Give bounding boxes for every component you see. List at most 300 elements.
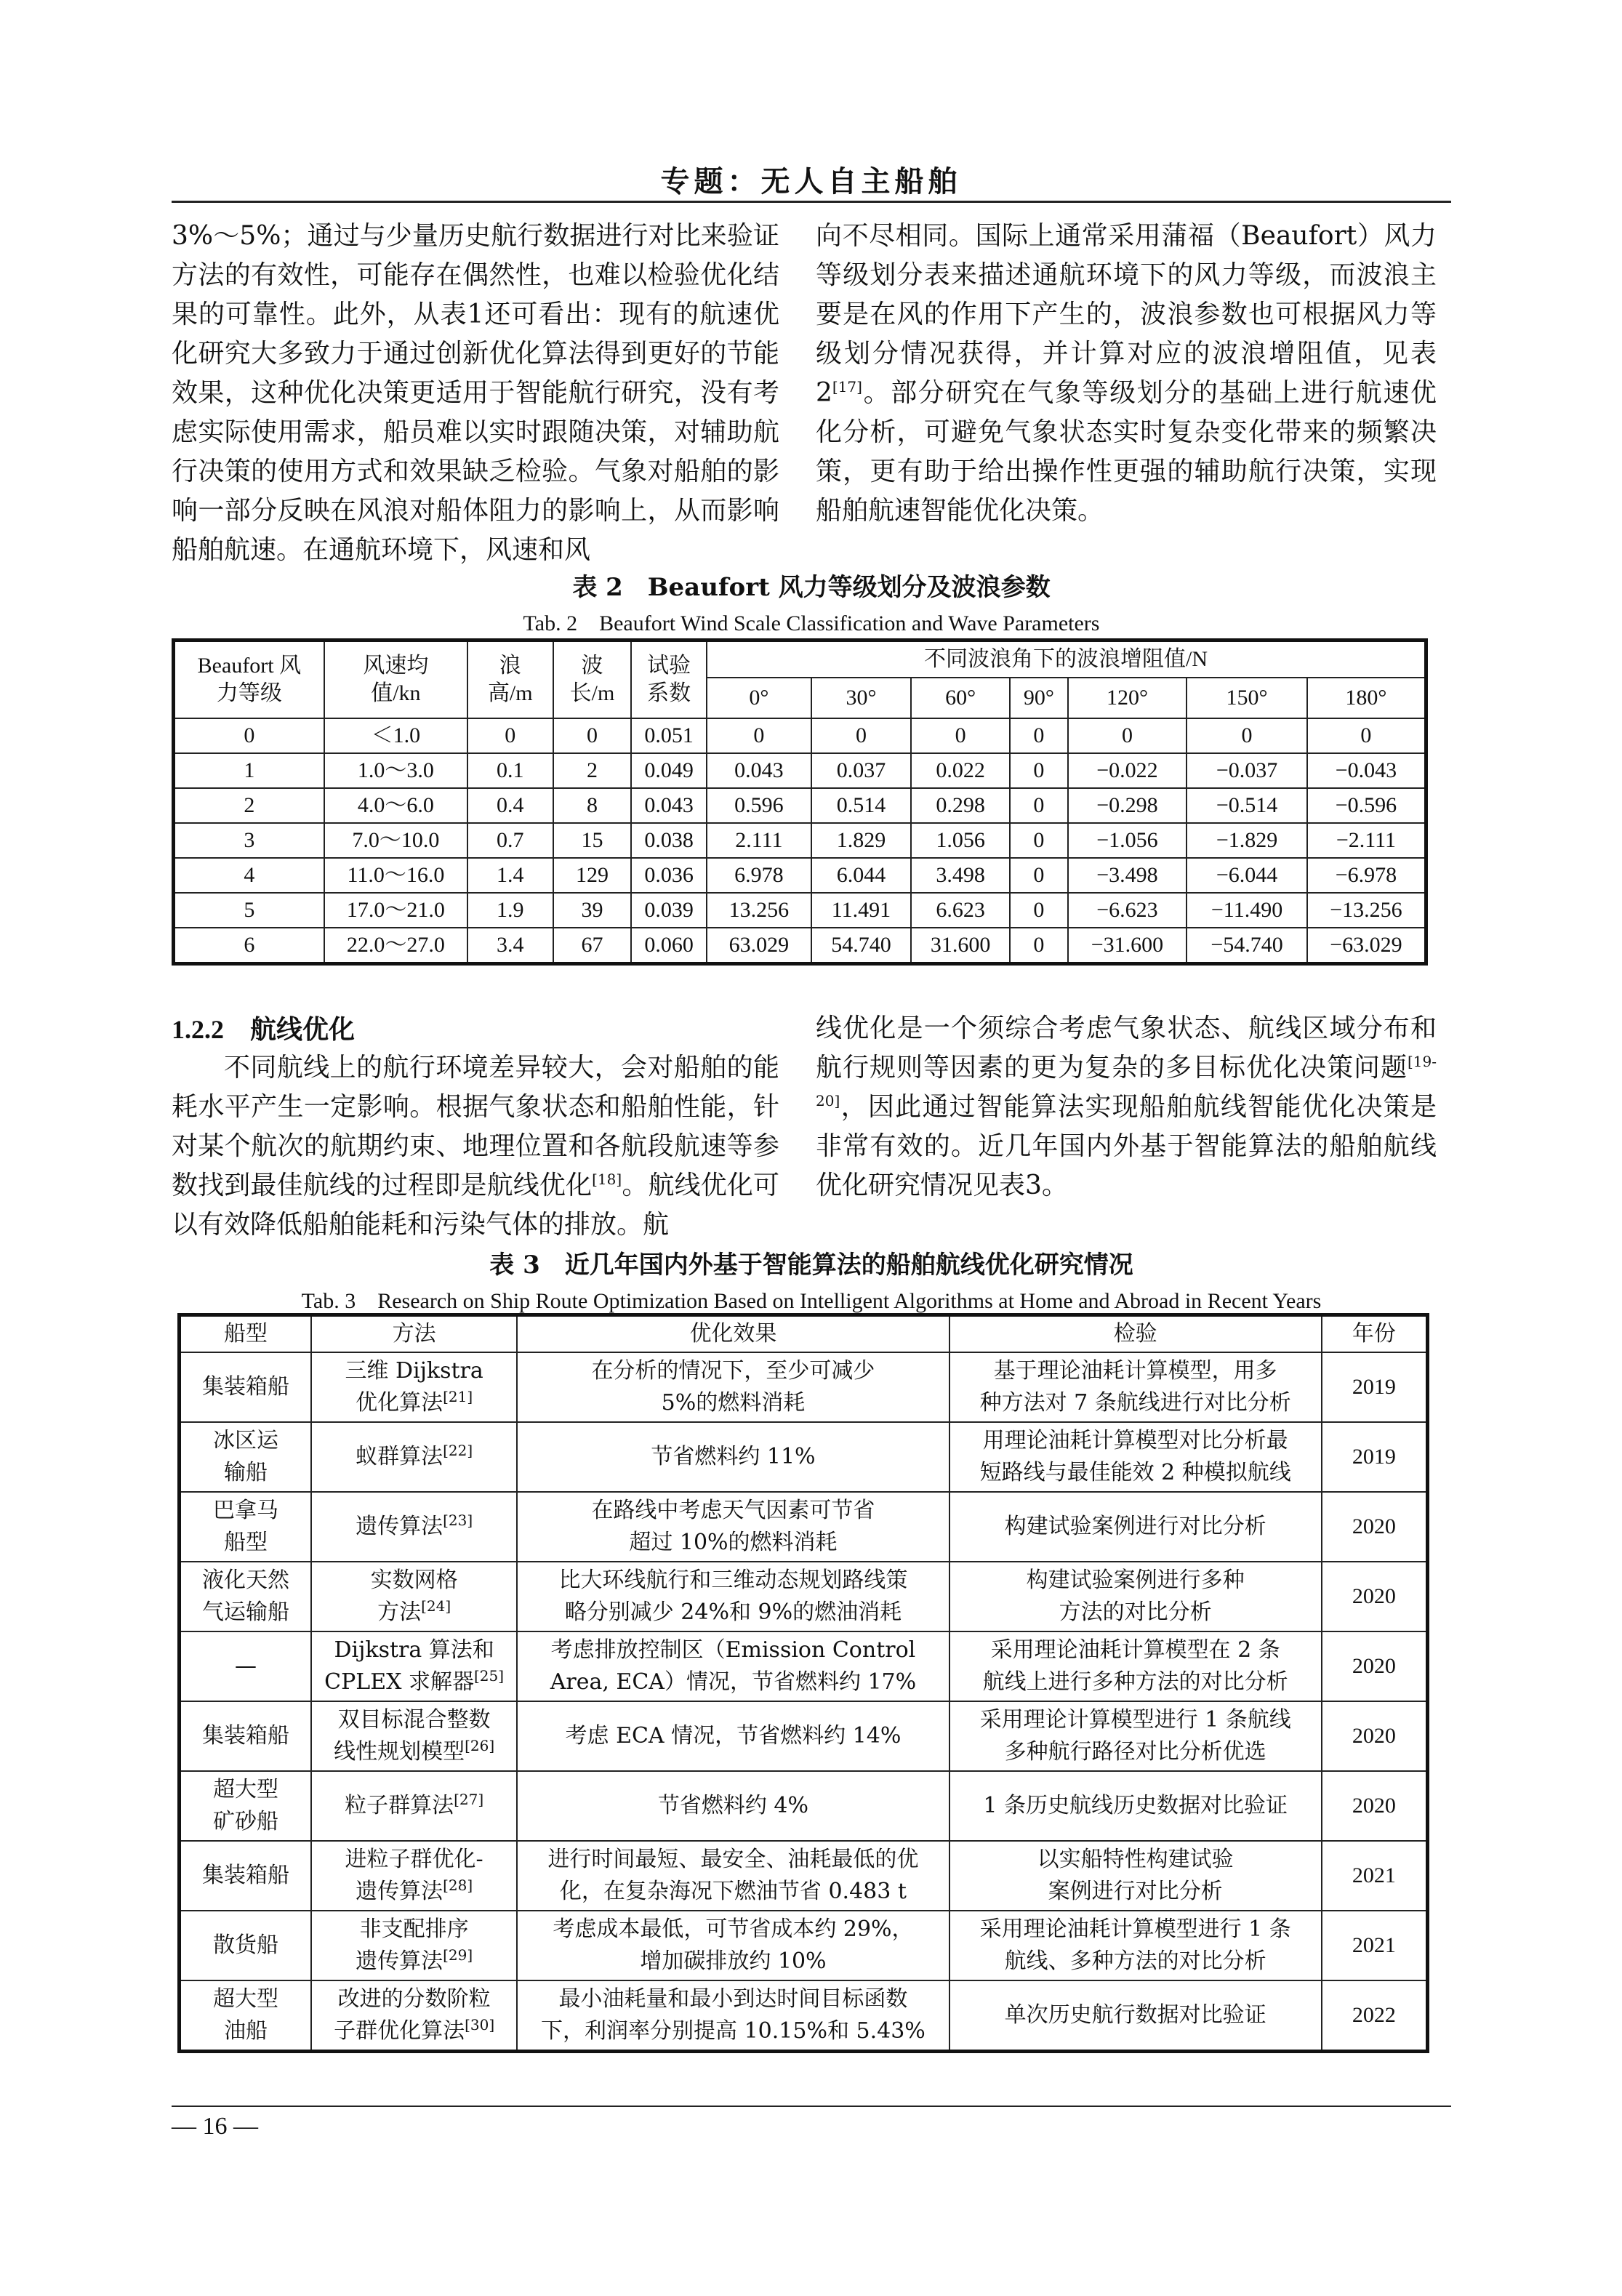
cell-line: 用理论油耗计算模型对比分析最: [982, 1428, 1288, 1453]
footer-rule: [172, 2106, 1451, 2107]
paragraph-text: 3%～5%；通过与少量历史航行数据进行对比来验证方法的有效性，可能存在偶然性，也难以检验优化结果的可靠性。此外，从表1还可看出：现有的航速优化研究大多致力于通过创新优化算法得到更好的节能效果，这种优化决策更适用于智能航行研究，没有考虑实际使用需求，船员难以实时跟随决策，对辅助航行决策的使用方式和效果缺乏检验。气象对船舶的影响一部分反映在风浪对船体阻力的影响上，从而影响船舶航速。在通航环境下，风速和风: [172, 221, 779, 565]
table2-cell: −0.596: [1307, 788, 1426, 823]
table2-cell: −11.490: [1187, 893, 1307, 928]
effect-cell: [517, 1771, 949, 1841]
table2-cell: 0.7: [467, 823, 553, 858]
table2-row: [174, 823, 1426, 858]
table3-row: [180, 1911, 1428, 1980]
header-text: 值/kn: [371, 681, 421, 705]
cell-line: [316, 1704, 512, 1736]
ship-type-cell: [180, 1422, 311, 1492]
cell-text: Dijkstra 算法和: [334, 1637, 494, 1663]
cell-line: [316, 1983, 512, 2015]
cell-line: 种方法对 7 条航线进行对比分析: [979, 1390, 1291, 1416]
table2-cell: 0.4: [467, 788, 553, 823]
table2-cell: 0.037: [811, 753, 912, 788]
citation-ref: [30]: [465, 2016, 495, 2034]
text-run: 不同航线上的航行环境差异较大，会对船舶的能耗水平产生一定影响。根据气象状态和船舶性能，针对某个航次的航期约束、地理位置和各航段航速等参数找到最佳航线的过程即是航线优化: [172, 1053, 779, 1200]
method-cell: [311, 1562, 517, 1631]
cell-line: [316, 1946, 512, 1978]
test-cell: [949, 1841, 1322, 1911]
table2-cell: 11.0～16.0: [324, 858, 467, 893]
table2-cell: 0.049: [631, 753, 707, 788]
table2-cell: 1.829: [811, 823, 912, 858]
table3-row: [180, 1980, 1428, 2052]
citation-ref: [17]: [832, 378, 862, 396]
table2-cell: 0: [1068, 718, 1187, 753]
test-cell: [949, 1562, 1322, 1631]
ship-type-cell: [180, 1562, 311, 1631]
table2-cell: 39: [553, 893, 632, 928]
year-cell: 2020: [1322, 1701, 1428, 1771]
cell-text: 优化算法: [356, 1390, 443, 1416]
cell-line: 航线上进行多种方法的对比分析: [982, 1669, 1288, 1695]
table2-row: [174, 718, 1426, 753]
table2-cell: 5: [174, 893, 324, 928]
cell-line: [316, 1597, 512, 1629]
table3: [177, 1313, 1429, 2053]
header-text: 系数: [647, 681, 691, 705]
table3-row: [180, 1492, 1428, 1562]
table2-cell: 0.022: [911, 753, 1010, 788]
citation-ref: [26]: [465, 1737, 495, 1754]
year-cell: 2020: [1322, 1771, 1428, 1841]
table2-cell: 6.044: [811, 858, 912, 893]
method-cell: [311, 1492, 517, 1562]
header-text: 力等级: [216, 681, 282, 705]
table3-row: [180, 1422, 1428, 1492]
section-right-paragraph: [816, 1009, 1437, 1205]
text-run: 。航线优化可以有效降低船舶能耗和污染气体的排放。航: [172, 1171, 779, 1240]
section-heading: [172, 1009, 355, 1046]
cell-line: 构建试验案例进行对比分析: [1004, 1514, 1266, 1539]
header-cell-coef: [631, 641, 707, 719]
cell-line: 增加碳排放约 10%: [640, 1948, 827, 1974]
table2-cell: −13.256: [1307, 893, 1426, 928]
cell-line: 下，利润率分别提高 10.15%和 5.43%: [541, 2018, 926, 2044]
cell-line: 最小油耗量和最小到达时间目标函数: [558, 1986, 908, 2012]
table2-row: [174, 858, 1426, 893]
cell-line: 单次历史航行数据对比验证: [1004, 2002, 1266, 2028]
table2-cell: 0.298: [911, 788, 1010, 823]
table3-caption-cn: 表 3 近几年国内外基于智能算法的船舶航线优化研究情况: [489, 1251, 1133, 1280]
cell-text: 线性规划模型: [334, 1739, 465, 1765]
year-cell: 2019: [1322, 1352, 1428, 1422]
year-cell: 2020: [1322, 1631, 1428, 1701]
table2-cell: 15: [553, 823, 632, 858]
table2-cell: 0.036: [631, 858, 707, 893]
table3-row: [180, 1701, 1428, 1771]
header-cell: 优化效果: [517, 1315, 949, 1353]
effect-cell: [517, 1562, 949, 1631]
header-cell: 船型: [180, 1315, 311, 1353]
effect-cell: [517, 1352, 949, 1422]
cell-line: [316, 1914, 512, 1946]
ship-type-cell: [180, 1841, 311, 1911]
method-cell: [311, 1422, 517, 1492]
table3-row: [180, 1352, 1428, 1422]
header-cell-group: 不同波浪角下的波浪增阻值/N: [707, 641, 1426, 678]
table2-cell: 2: [174, 788, 324, 823]
test-cell: [949, 1352, 1322, 1422]
cell-line: 略分别减少 24%和 9%的燃油消耗: [564, 1599, 902, 1625]
table2-header-row: [174, 641, 1426, 678]
cell-line: 集装箱船: [201, 1374, 289, 1400]
journal-header-title: 专题：无人自主船舶: [660, 164, 962, 198]
year-cell: 2021: [1322, 1911, 1428, 1980]
cell-line: [316, 1844, 512, 1876]
test-cell: [949, 1980, 1322, 2052]
table2: [172, 638, 1428, 966]
citation-ref: [24]: [421, 1597, 451, 1615]
header-cell-angle: 180°: [1307, 678, 1426, 718]
cell-line: 采用理论计算模型进行 1 条航线: [979, 1707, 1291, 1733]
cell-line: 采用理论油耗计算模型进行 1 条: [979, 1916, 1291, 1942]
table2-cell: 0: [1307, 718, 1426, 753]
cell-line: 短路线与最佳能效 2 种模拟航线: [979, 1460, 1291, 1485]
table2-cell: 0: [1010, 788, 1068, 823]
table2-cell: −0.298: [1068, 788, 1187, 823]
effect-cell: [517, 1422, 949, 1492]
cell-line: [316, 1666, 512, 1698]
table2-cell: 0.596: [707, 788, 811, 823]
cell-text: 粒子群算法: [345, 1793, 454, 1818]
table2-cell: 2.111: [707, 823, 811, 858]
table2-caption-cn: 表 2 Beaufort 风力等级划分及波浪参数: [572, 573, 1051, 602]
cell-line: 液化天然: [201, 1568, 289, 1593]
test-cell: [949, 1422, 1322, 1492]
effect-cell: [517, 1492, 949, 1562]
header-text: 风速均: [363, 654, 429, 678]
table2-cell: −1.829: [1187, 823, 1307, 858]
cell-line: [316, 1387, 512, 1419]
cell-text: 改进的分数阶粒: [337, 1986, 491, 2012]
method-cell: [311, 1911, 517, 1980]
year-cell: 2020: [1322, 1492, 1428, 1562]
test-cell: [949, 1701, 1322, 1771]
table2-cell: −2.111: [1307, 823, 1426, 858]
cell-line: [316, 1565, 512, 1597]
ship-type-cell: [180, 1701, 311, 1771]
cell-line: —: [234, 1653, 257, 1679]
cell-line: 节省燃料约 4%: [657, 1793, 808, 1818]
table3-row: [180, 1771, 1428, 1841]
header-cell-angle: 0°: [707, 678, 811, 718]
cell-line: 在路线中考虑天气因素可节省: [591, 1498, 875, 1523]
header-rule: [172, 201, 1451, 203]
citation-ref: [18]: [592, 1171, 622, 1188]
table2-cell: 13.256: [707, 893, 811, 928]
cell-line: 考虑排放控制区（Emission Control: [550, 1637, 916, 1663]
text-run: ，因此通过智能算法实现船舶航线智能优化决策是非常有效的。近几年国内外基于智能算法的船舶航线优化研究情况见表3。: [816, 1092, 1437, 1200]
table2-cell: −31.600: [1068, 928, 1187, 964]
cell-line: 超过 10%的燃料消耗: [629, 1530, 838, 1555]
cell-line: [316, 1790, 512, 1822]
cell-text: 蚁群算法: [356, 1444, 443, 1469]
cell-line: 超大型: [212, 1986, 278, 2012]
cell-line: 构建试验案例进行多种: [1026, 1568, 1245, 1593]
table2-cell: 0: [707, 718, 811, 753]
cell-text: 三维 Dijkstra: [345, 1358, 483, 1384]
table3-caption-en: Tab. 3 Research on Ship Route Optimization Based on Intelligent Algorithms at Home and Abroad in Recent Years: [301, 1289, 1322, 1313]
paragraph-text: [816, 217, 1437, 531]
cell-line: 进行时间最短、最安全、油耗最低的优: [547, 1847, 919, 1872]
effect-cell: [517, 1841, 949, 1911]
section-number: 1.2.2: [172, 1015, 224, 1044]
cell-line: Area, ECA）情况，节省燃料约 17%: [550, 1669, 917, 1695]
table2-cell: 2: [553, 753, 632, 788]
cell-line: 多种航行路径对比分析优选: [1004, 1739, 1266, 1765]
table2-cell: 3: [174, 823, 324, 858]
table2-cell: 129: [553, 858, 632, 893]
method-cell: [311, 1841, 517, 1911]
cell-line: 考虑成本最低，可节省成本约 29%，: [553, 1916, 914, 1942]
table2-cell: 0: [1010, 928, 1068, 964]
text-run: 线优化是一个须综合考虑气象状态、航线区域分布和航行规则等因素的更为复杂的多目标优化决策问题: [816, 1013, 1437, 1083]
table2-cell: 22.0～27.0: [324, 928, 467, 964]
header-cell-height: [467, 641, 553, 719]
year-cell: 2022: [1322, 1980, 1428, 2052]
section-title: 航线优化: [250, 1015, 356, 1045]
paragraph-text: [172, 1048, 779, 1245]
method-cell: [311, 1980, 517, 2052]
table2-cell: 0: [1010, 893, 1068, 928]
cell-line: 考虑 ECA 情况，节省燃料约 14%: [565, 1723, 902, 1749]
cell-text: 方法: [377, 1599, 422, 1625]
header-text: Beaufort 风: [197, 654, 302, 678]
header-cell-angle: 120°: [1068, 678, 1187, 718]
cell-line: [316, 1355, 512, 1387]
table2-cell: 1: [174, 753, 324, 788]
cell-line: [316, 1441, 512, 1473]
table2-cell: 17.0～21.0: [324, 893, 467, 928]
year-cell: 2019: [1322, 1422, 1428, 1492]
cell-text: 非支配排序: [359, 1916, 469, 1942]
header-cell: 方法: [311, 1315, 517, 1353]
header-cell-angle: 90°: [1010, 678, 1068, 718]
header-text: 浪: [499, 654, 521, 678]
cell-line: 气运输船: [201, 1599, 289, 1625]
header-cell-angle: 30°: [811, 678, 912, 718]
table2-cell: 0: [1010, 823, 1068, 858]
cell-line: 船型: [223, 1530, 268, 1555]
table2-cell: 0.043: [707, 753, 811, 788]
cell-line: 航线、多种方法的对比分析: [1004, 1948, 1266, 1974]
table2-cell: −0.514: [1187, 788, 1307, 823]
cell-line: 1 条历史航线历史数据对比验证: [983, 1793, 1288, 1818]
table2-cell: −6.978: [1307, 858, 1426, 893]
table2-cell: 0.514: [811, 788, 912, 823]
cell-line: [316, 1736, 512, 1768]
table2-cell: 4.0～6.0: [324, 788, 467, 823]
paragraph-text: [816, 1009, 1437, 1205]
citation-ref: [23]: [443, 1512, 473, 1529]
table2-cell: −1.056: [1068, 823, 1187, 858]
table2-cell: 0.038: [631, 823, 707, 858]
table2-cell: 8: [553, 788, 632, 823]
ship-type-cell: [180, 1352, 311, 1422]
text-run: 向不尽相同。国际上通常采用蒲福（Beaufort）风力等级划分表来描述通航环境下的风力等级，而波浪主要是在风的作用下产生的，波浪参数也可根据风力等级划分情况获得，并计算对应的波浪增阻值，见表2: [816, 221, 1437, 408]
table2-cell: 67: [553, 928, 632, 964]
ship-type-cell: [180, 1631, 311, 1701]
header-cell: 年份: [1322, 1315, 1428, 1353]
header-cell-speed: [324, 641, 467, 719]
cell-line: 比大环线航行和三维动态规划路线策: [558, 1568, 908, 1593]
cell-line: 以实船特性构建试验: [1037, 1847, 1234, 1872]
table2-cell: −0.022: [1068, 753, 1187, 788]
table2-cell: 0.051: [631, 718, 707, 753]
cell-line: [316, 1634, 512, 1666]
cell-line: 散货船: [212, 1932, 278, 1958]
text-run: 。部分研究在气象等级划分的基础上进行航速优化分析，可避免气象状态实时复杂变化带来的频繁决策，更有助于给出操作性更强的辅助航行决策，实现船舶航速智能优化决策。: [816, 378, 1437, 526]
section-left-paragraph: [172, 1048, 779, 1245]
cell-line: 方法的对比分析: [1059, 1599, 1212, 1625]
header-text: 高/m: [487, 681, 533, 705]
cell-text: 遗传算法: [356, 1948, 443, 1974]
table2-cell: −0.037: [1187, 753, 1307, 788]
citation-ref: [29]: [443, 1946, 473, 1964]
cell-line: 矿砂船: [212, 1809, 278, 1834]
test-cell: [949, 1771, 1322, 1841]
table2-cell: 4: [174, 858, 324, 893]
method-cell: [311, 1352, 517, 1422]
year-cell: 2020: [1322, 1562, 1428, 1631]
citation-ref: [19-20]: [816, 1053, 1437, 1109]
cell-line: 输船: [223, 1460, 268, 1485]
cell-text: 进粒子群优化-: [345, 1847, 483, 1872]
table2-cell: 0.060: [631, 928, 707, 964]
method-cell: [311, 1771, 517, 1841]
cell-text: 遗传算法: [356, 1514, 443, 1539]
cell-line: 超大型: [212, 1777, 278, 1802]
header-cell-length: [553, 641, 632, 719]
ship-type-cell: [180, 1492, 311, 1562]
method-cell: [311, 1701, 517, 1771]
year-cell: 2021: [1322, 1841, 1428, 1911]
cell-line: 化，在复杂海况下燃油节省 0.483 t: [559, 1879, 907, 1904]
cell-line: 集装箱船: [201, 1863, 289, 1888]
table2-cell: 3.4: [467, 928, 553, 964]
table2-cell: 54.740: [811, 928, 912, 964]
effect-cell: [517, 1701, 949, 1771]
table2-cell: 0: [174, 718, 324, 753]
table2-cell: 0: [553, 718, 632, 753]
table2-cell: 0: [1010, 753, 1068, 788]
table2-cell: 0: [911, 718, 1010, 753]
table2-cell: 3.498: [911, 858, 1010, 893]
cell-line: 巴拿马: [212, 1498, 278, 1523]
test-cell: [949, 1911, 1322, 1980]
citation-ref: [25]: [474, 1667, 505, 1685]
header-cell: 检验: [949, 1315, 1322, 1353]
table2-cell: ＜1.0: [324, 718, 467, 753]
table2-cell: 1.4: [467, 858, 553, 893]
citation-ref: [28]: [443, 1876, 473, 1894]
header-text: 波: [581, 654, 603, 678]
table2-cell: −3.498: [1068, 858, 1187, 893]
citation-ref: [22]: [443, 1442, 473, 1459]
table3-row: [180, 1631, 1428, 1701]
cell-line: 5%的燃料消耗: [661, 1390, 806, 1416]
cell-line: [316, 2015, 512, 2047]
table2-cell: 6.978: [707, 858, 811, 893]
cell-line: 集装箱船: [201, 1723, 289, 1749]
table2-cell: 0: [1010, 718, 1068, 753]
table2-cell: −6.623: [1068, 893, 1187, 928]
cell-line: [316, 1511, 512, 1543]
cell-line: 案例进行对比分析: [1048, 1879, 1223, 1904]
table2-cell: 31.600: [911, 928, 1010, 964]
header-cell-grade: [174, 641, 324, 719]
table2-cell: 0: [1010, 858, 1068, 893]
top-right-paragraph: [816, 217, 1437, 531]
table2-cell: 0.043: [631, 788, 707, 823]
table2-row: [174, 788, 1426, 823]
ship-type-cell: [180, 1911, 311, 1980]
effect-cell: [517, 1980, 949, 2052]
table2-cell: 1.9: [467, 893, 553, 928]
table3-row: [180, 1562, 1428, 1631]
table2-cell: 63.029: [707, 928, 811, 964]
table2-row: [174, 928, 1426, 964]
table2-cell: 0: [1187, 718, 1307, 753]
table2-cell: 1.056: [911, 823, 1010, 858]
table2-cell: 0.1: [467, 753, 553, 788]
table2-cell: 6.623: [911, 893, 1010, 928]
table2-row: [174, 893, 1426, 928]
cell-text: 遗传算法: [356, 1879, 443, 1904]
cell-line: 冰区运: [212, 1428, 278, 1453]
citation-ref: [27]: [454, 1791, 484, 1808]
table2-cell: 0: [811, 718, 912, 753]
cell-line: 采用理论油耗计算模型在 2 条: [990, 1637, 1280, 1663]
top-left-paragraph: [172, 217, 779, 570]
table2-cell: 11.491: [811, 893, 912, 928]
cell-line: 油船: [223, 2018, 268, 2044]
cell-line: [316, 1876, 512, 1908]
table2-cell: −63.029: [1307, 928, 1426, 964]
table3-header-row: [180, 1315, 1428, 1353]
header-text: 长/m: [569, 681, 615, 705]
table2-caption-en: Tab. 2 Beaufort Wind Scale Classification and Wave Parameters: [523, 611, 1100, 635]
table2-cell: −0.043: [1307, 753, 1426, 788]
ship-type-cell: [180, 1771, 311, 1841]
cell-text: 双目标混合整数: [337, 1707, 491, 1733]
table2-cell: 0.039: [631, 893, 707, 928]
cell-line: 在分析的情况下，至少可减少: [591, 1358, 875, 1384]
cell-text: CPLEX 求解器: [324, 1669, 474, 1695]
effect-cell: [517, 1631, 949, 1701]
effect-cell: [517, 1911, 949, 1980]
table2-cell: 7.0～10.0: [324, 823, 467, 858]
header-cell-angle: 60°: [911, 678, 1010, 718]
table2-cell: 6: [174, 928, 324, 964]
cell-text: 实数网格: [370, 1568, 458, 1593]
table2-cell: −6.044: [1187, 858, 1307, 893]
test-cell: [949, 1631, 1322, 1701]
cell-line: 基于理论油耗计算模型，用多: [993, 1358, 1277, 1384]
page-number: — 16 —: [172, 2113, 258, 2140]
cell-line: 节省燃料约 11%: [651, 1444, 816, 1469]
table3-row: [180, 1841, 1428, 1911]
header-cell-angle: 150°: [1187, 678, 1307, 718]
ship-type-cell: [180, 1980, 311, 2052]
table2-cell: −54.740: [1187, 928, 1307, 964]
method-cell: [311, 1631, 517, 1701]
table2-row: [174, 753, 1426, 788]
table2-cell: 1.0～3.0: [324, 753, 467, 788]
citation-ref: [21]: [443, 1388, 473, 1405]
